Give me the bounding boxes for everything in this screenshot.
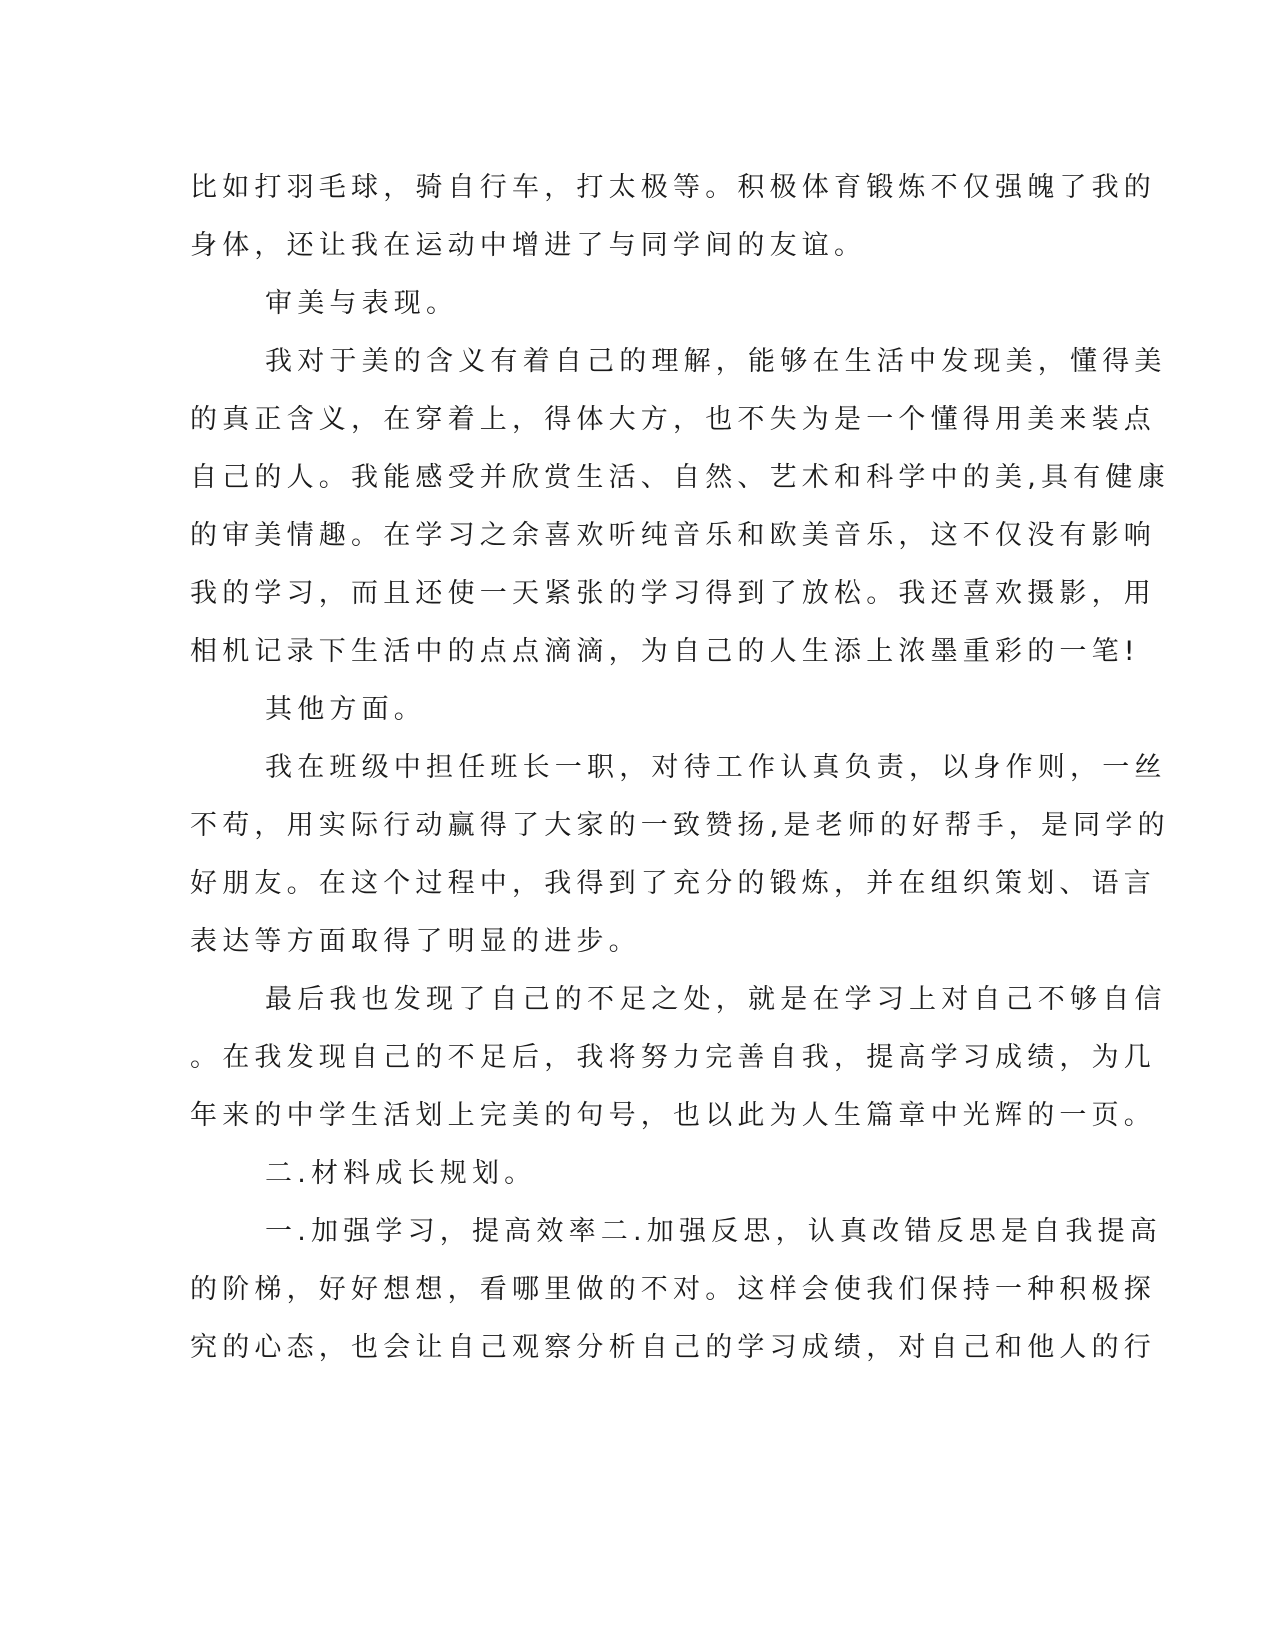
- section-heading: 其他方面。: [265, 694, 426, 725]
- text-line: 自己的人。我能感受并欣赏生活、自然、艺术和科学中的美,具有健康: [190, 462, 1170, 493]
- text-line: 年来的中学生活划上完美的句号，也以此为人生篇章中光辉的一页。: [190, 1100, 1156, 1131]
- section-heading: 二.材料成长规划。: [265, 1158, 537, 1189]
- text-line: 的真正含义，在穿着上，得体大方，也不失为是一个懂得用美来装点: [190, 404, 1156, 435]
- paragraph-first-line: 最后我也发现了自己的不足之处，就是在学习上对自己不够自信: [265, 984, 1167, 1015]
- text-line: 比如打羽毛球，骑自行车，打太极等。积极体育锻炼不仅强魄了我的: [190, 172, 1156, 203]
- paragraph-first-line: 我对于美的含义有着自己的理解，能够在生活中发现美，懂得美: [265, 346, 1167, 377]
- text-line: 好朋友。在这个过程中，我得到了充分的锻炼，并在组织策划、语言: [190, 868, 1156, 899]
- text-line: 相机记录下生活中的点点滴滴，为自己的人生添上浓墨重彩的一笔!: [190, 636, 1140, 667]
- text-line: 的阶梯，好好想想，看哪里做的不对。这样会使我们保持一种积极探: [190, 1274, 1156, 1305]
- paragraph-first-line: 一.加强学习，提高效率二.加强反思，认真改错反思是自我提高: [265, 1216, 1162, 1247]
- section-heading: 审美与表现。: [265, 288, 459, 319]
- text-line: 表达等方面取得了明显的进步。: [190, 926, 641, 957]
- text-line: 我的学习，而且还使一天紧张的学习得到了放松。我还喜欢摄影，用: [190, 578, 1156, 609]
- text-line: 。在我发现自己的不足后，我将努力完善自我，提高学习成绩，为几: [190, 1042, 1156, 1073]
- text-line: 究的心态，也会让自己观察分析自己的学习成绩，对自己和他人的行: [190, 1332, 1156, 1363]
- text-line: 的审美情趣。在学习之余喜欢听纯音乐和欧美音乐，这不仅没有影响: [190, 520, 1156, 551]
- text-line: 不苟，用实际行动赢得了大家的一致赞扬,是老师的好帮手，是同学的: [190, 810, 1170, 841]
- paragraph-first-line: 我在班级中担任班长一职，对待工作认真负责，以身作则，一丝: [265, 752, 1167, 783]
- text-line: 身体，还让我在运动中增进了与同学间的友谊。: [190, 230, 867, 261]
